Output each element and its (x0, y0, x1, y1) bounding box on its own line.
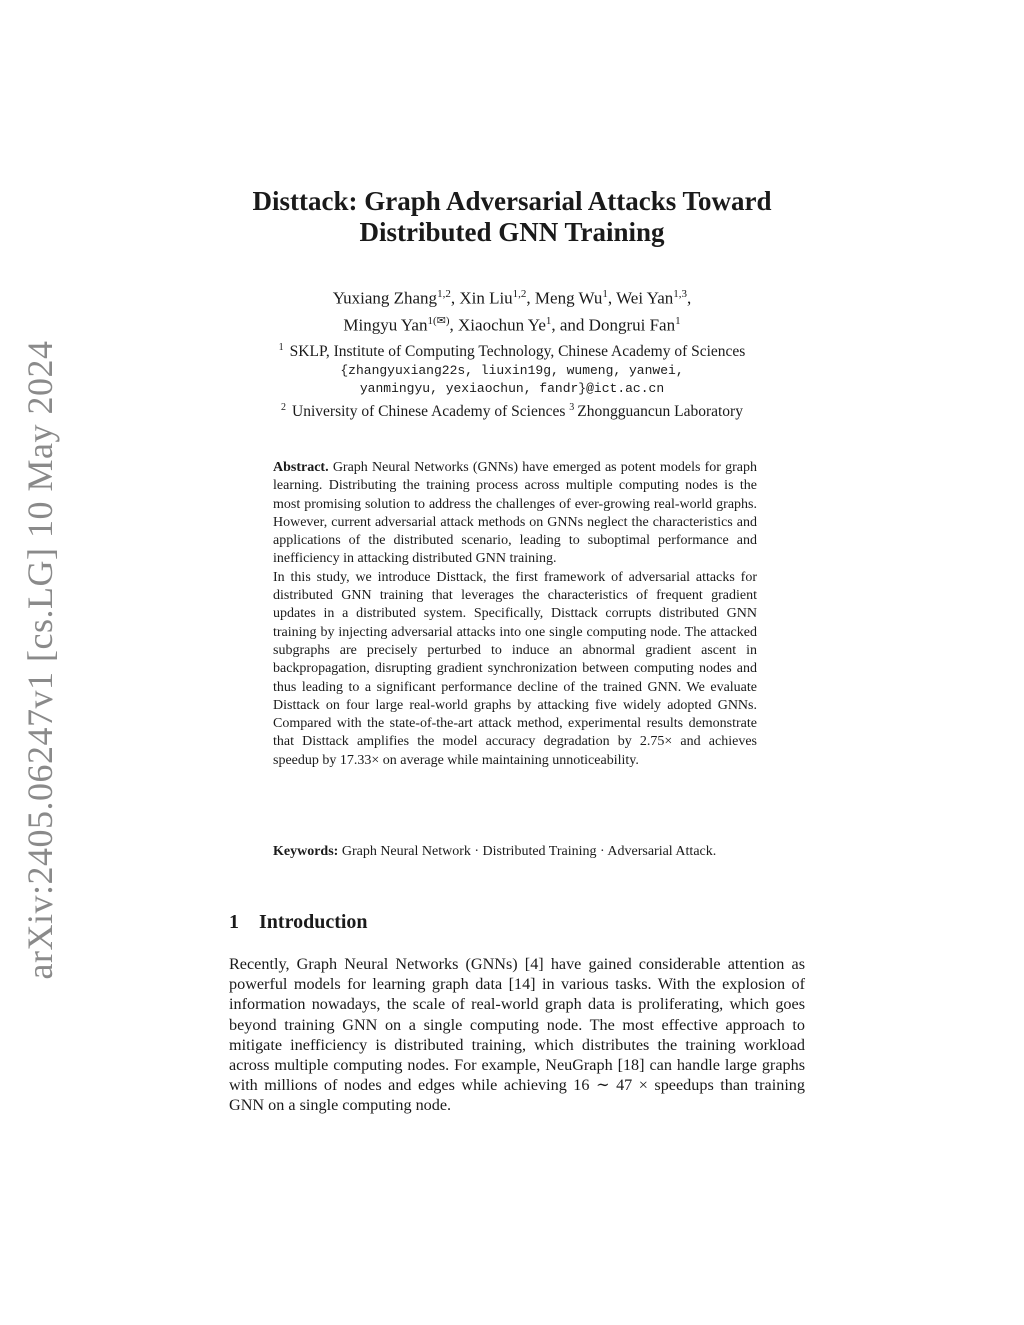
email-line-2: yanmingyu, yexiaochun, fandr}@ict.ac.cn (359, 381, 665, 397)
keywords (273, 843, 757, 861)
author-affil-sup: 1,3 (673, 288, 688, 300)
abstract-paragraph-1 (273, 459, 757, 569)
abstract-paragraph-2: In this study, we introduce Disttack, the first framework of adversarial attacks for distributed GNN training that leverages the characteristics of frequent gradient updates in a distributed system. Specifically, Disttack corrupts distributed GNN training by injecting adversarial attacks into one single computing node. The attacked subgraphs are precisely perturbed to induce an abnormal gradient ascent in backpropagation, disrupting gradient synchronization between computing nodes and thus leading to a significant performance decline of the trained GNN. We evaluate Disttack on four large real-world graphs by attacking five widely adopted GNNs. Compared with the state-of-the-art attack method, experimental results demonstrate that Disttack amplifies the model accuracy degradation by 2.75× and achieves speedup by 17.33× on average while maintaining unnoticeability. (273, 569, 757, 768)
abstract-label: Abstract. (273, 460, 329, 475)
keywords-text: Graph Neural Network · Distributed Training · Adversarial Attack. (341, 844, 717, 859)
introduction-body (229, 954, 805, 1116)
author-separator: , (687, 288, 692, 308)
affil-marker: 2 (281, 401, 287, 413)
author-name: Mingyu Yan (343, 315, 428, 335)
author-affil-sup: 1 (675, 314, 681, 327)
body-paragraph: Recently, Graph Neural Networks (GNNs) [4] have gained considerable attention as powerful models for learning graph data [14] in various tasks. With the explosion of information nowadays, the scale of real-world graph data is proliferating, which goes beyond training GNN on a single computing node. The most effective approach to mitigate inefficiency is distributed training, which distributes the training workload across multiple computing nodes. For example, NeuGraph [18] can handle large graphs with millions of nodes and edges while achieving 16 ∼ 47 × speedups than training GNN on a single computing node. (229, 955, 805, 1115)
affil-marker: 3 (569, 401, 575, 413)
institution-name: Zhongguancun Laboratory (577, 402, 743, 420)
author-line-1 (0, 283, 1024, 310)
email-line-1: {zhangyuxiang22s, liuxin19g, wumeng, yanwei, (340, 362, 684, 378)
paper-title (0, 186, 1024, 248)
corresponding-author-sup: 1(✉) (427, 314, 450, 327)
title-line-2: Distributed GNN Training (359, 217, 665, 247)
institution-name: SKLP, Institute of Computing Technology, Chinese Academy of Sciences (289, 343, 746, 361)
section-title: Introduction (259, 911, 368, 933)
author-name: Yuxiang Zhang (332, 288, 438, 308)
author-affil-sup: 1 (545, 314, 552, 327)
author-name: , Xiaochun Ye (449, 315, 546, 335)
section-heading (229, 911, 368, 934)
keywords-label: Keywords: (273, 844, 339, 859)
arxiv-identifier: arXiv:2405.06247v1 [cs.LG] 10 May 2024 (20, 340, 60, 980)
affiliation-2-3 (0, 399, 1024, 422)
title-line-1: Disttack: Graph Adversarial Attacks Toward (252, 186, 772, 216)
author-name: , Meng Wu (526, 288, 603, 308)
affiliations (0, 339, 1024, 421)
section-number: 1 (229, 911, 239, 933)
author-list (0, 283, 1024, 336)
author-name: , and Dongrui Fan (551, 315, 676, 335)
author-name: , Xin Liu (450, 288, 513, 308)
abstract-text: Graph Neural Networks (GNNs) have emerged as potent models for graph learning. Distributing the training process across multiple computing nodes is the most promising solution to address the challenges of ever-growing real-world graphs. However, current adversarial attack methods on GNNs neglect the characteristics and applications of the distributed scenario, leading to suboptimal performance and inefficiency in attacking distributed GNN training. (273, 460, 758, 567)
abstract (273, 459, 757, 770)
author-affil-sup: 1,2 (437, 288, 451, 300)
author-affil-sup: 1 (602, 288, 608, 300)
author-line-2 (0, 310, 1024, 337)
author-name: , Wei Yan (607, 288, 674, 308)
institution-name: University of Chinese Academy of Sciences (292, 402, 566, 420)
author-affil-sup: 1,2 (512, 288, 527, 300)
affiliation-1 (0, 339, 1024, 362)
affil-marker: 1 (278, 342, 284, 353)
